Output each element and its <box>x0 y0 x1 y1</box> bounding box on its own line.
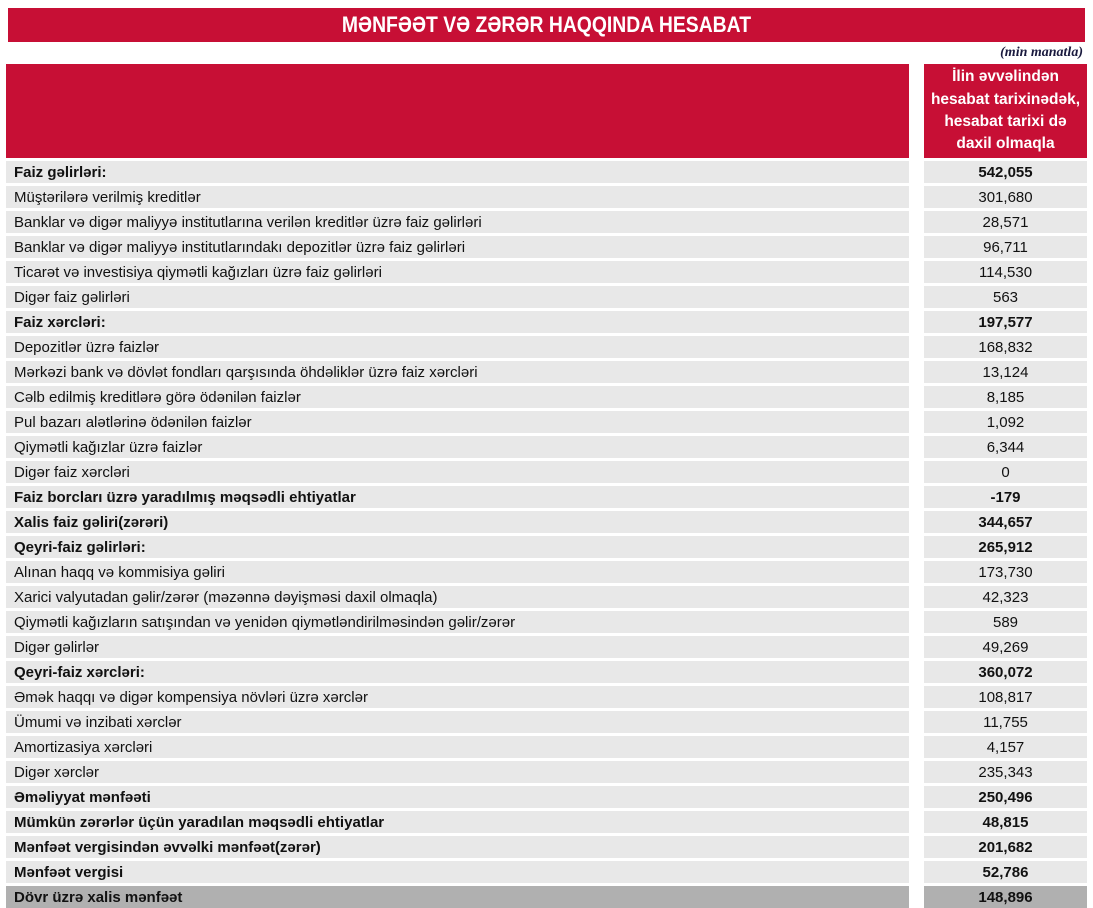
profit-loss-table <box>6 64 1087 908</box>
row-value: 11,755 <box>924 711 1087 733</box>
row-value: 0 <box>924 461 1087 483</box>
row-label: Cəlb edilmiş kreditlərə görə ödənilən faizlər <box>6 386 909 408</box>
row-value: 96,711 <box>924 236 1087 258</box>
row-label: Depozitlər üzrə faizlər <box>6 336 909 358</box>
row-label: Digər faiz xərcləri <box>6 461 909 483</box>
unit-note: (min manatla) <box>1000 45 1083 60</box>
table-row <box>6 836 1087 858</box>
table-row <box>6 886 1087 908</box>
table-row <box>6 286 1087 308</box>
row-label: Qiymətli kağızlar üzrə faizlər <box>6 436 909 458</box>
row-label: Faiz xərcləri: <box>6 311 909 333</box>
table-row <box>6 761 1087 783</box>
table-header-row <box>6 64 1087 158</box>
row-value: 1,092 <box>924 411 1087 433</box>
table-row <box>6 811 1087 833</box>
table-row <box>6 186 1087 208</box>
row-value: 48,815 <box>924 811 1087 833</box>
row-value: 148,896 <box>924 886 1087 908</box>
row-value: 114,530 <box>924 261 1087 283</box>
row-label: Digər xərclər <box>6 761 909 783</box>
row-label: Dövr üzrə xalis mənfəət <box>6 886 909 908</box>
row-value: 28,571 <box>924 211 1087 233</box>
row-value: 235,343 <box>924 761 1087 783</box>
table-row <box>6 686 1087 708</box>
table-row <box>6 586 1087 608</box>
row-value: 344,657 <box>924 511 1087 533</box>
table-row <box>6 261 1087 283</box>
header-label-cell <box>6 64 909 158</box>
row-value: 8,185 <box>924 386 1087 408</box>
row-label: Qeyri-faiz gəlirləri: <box>6 536 909 558</box>
row-label: Mənfəət vergisindən əvvəlki mənfəət(zərər) <box>6 836 909 858</box>
row-label: Əmək haqqı və digər kompensiya növləri üzrə xərclər <box>6 686 909 708</box>
row-label: Ticarət və investisiya qiymətli kağızları üzrə faiz gəlirləri <box>6 261 909 283</box>
row-value: 13,124 <box>924 361 1087 383</box>
page-title-banner <box>8 8 1085 42</box>
table-row <box>6 386 1087 408</box>
row-label: Xalis faiz gəliri(zərəri) <box>6 511 909 533</box>
row-label: Mümkün zərərlər üçün yaradılan məqsədli ehtiyatlar <box>6 811 909 833</box>
row-label: Faiz gəlirləri: <box>6 161 909 183</box>
row-value: 360,072 <box>924 661 1087 683</box>
table-row <box>6 561 1087 583</box>
row-value: 563 <box>924 286 1087 308</box>
table-row <box>6 486 1087 508</box>
table-row <box>6 411 1087 433</box>
table-row <box>6 636 1087 658</box>
table-row <box>6 211 1087 233</box>
table-row <box>6 736 1087 758</box>
table-row <box>6 536 1087 558</box>
row-value: 265,912 <box>924 536 1087 558</box>
table-row <box>6 661 1087 683</box>
row-label: Faiz borcları üzrə yaradılmış məqsədli ehtiyatlar <box>6 486 909 508</box>
row-label: Alınan haqq və kommisiya gəliri <box>6 561 909 583</box>
row-label: Digər faiz gəlirləri <box>6 286 909 308</box>
table-row <box>6 786 1087 808</box>
row-value: 42,323 <box>924 586 1087 608</box>
row-label: Pul bazarı alətlərinə ödənilən faizlər <box>6 411 909 433</box>
row-value: 301,680 <box>924 186 1087 208</box>
table-row <box>6 311 1087 333</box>
row-value: 168,832 <box>924 336 1087 358</box>
row-label: Amortizasiya xərcləri <box>6 736 909 758</box>
table-row <box>6 461 1087 483</box>
table-row <box>6 611 1087 633</box>
row-value: 52,786 <box>924 861 1087 883</box>
row-label: Banklar və digər maliyyə institutlarındakı depozitlər üzrə faiz gəlirləri <box>6 236 909 258</box>
row-value: -179 <box>924 486 1087 508</box>
row-label: Digər gəlirlər <box>6 636 909 658</box>
row-value: 250,496 <box>924 786 1087 808</box>
row-value: 6,344 <box>924 436 1087 458</box>
row-value: 4,157 <box>924 736 1087 758</box>
row-value: 589 <box>924 611 1087 633</box>
table-row <box>6 361 1087 383</box>
row-label: Qeyri-faiz xərcləri: <box>6 661 909 683</box>
row-label: Qiymətli kağızların satışından və yenidən qiymətləndirilməsindən gəlir/zərər <box>6 611 909 633</box>
page-title: MƏNFƏƏT VƏ ZƏRƏR HAQQINDA HESABAT <box>341 12 752 37</box>
table-row <box>6 336 1087 358</box>
row-label: Müştərilərə verilmiş kreditlər <box>6 186 909 208</box>
table-row <box>6 861 1087 883</box>
header-value-cell: İlin əvvəlindən hesabat tarixinədək, hesabat tarixi də daxil olmaqla <box>924 64 1087 158</box>
row-value: 201,682 <box>924 836 1087 858</box>
row-value: 49,269 <box>924 636 1087 658</box>
table-row <box>6 511 1087 533</box>
row-value: 173,730 <box>924 561 1087 583</box>
row-label: Xarici valyutadan gəlir/zərər (məzənnə dəyişməsi daxil olmaqla) <box>6 586 909 608</box>
row-label: Mənfəət vergisi <box>6 861 909 883</box>
table-row <box>6 161 1087 183</box>
row-label: Ümumi və inzibati xərclər <box>6 711 909 733</box>
table-row <box>6 236 1087 258</box>
row-value: 197,577 <box>924 311 1087 333</box>
row-value: 108,817 <box>924 686 1087 708</box>
row-label: Mərkəzi bank və dövlət fondları qarşısında öhdəliklər üzrə faiz xərcləri <box>6 361 909 383</box>
table-row <box>6 436 1087 458</box>
row-value: 542,055 <box>924 161 1087 183</box>
row-label: Banklar və digər maliyyə institutlarına verilən kreditlər üzrə faiz gəlirləri <box>6 211 909 233</box>
row-label: Əməliyyat mənfəəti <box>6 786 909 808</box>
table-row <box>6 711 1087 733</box>
